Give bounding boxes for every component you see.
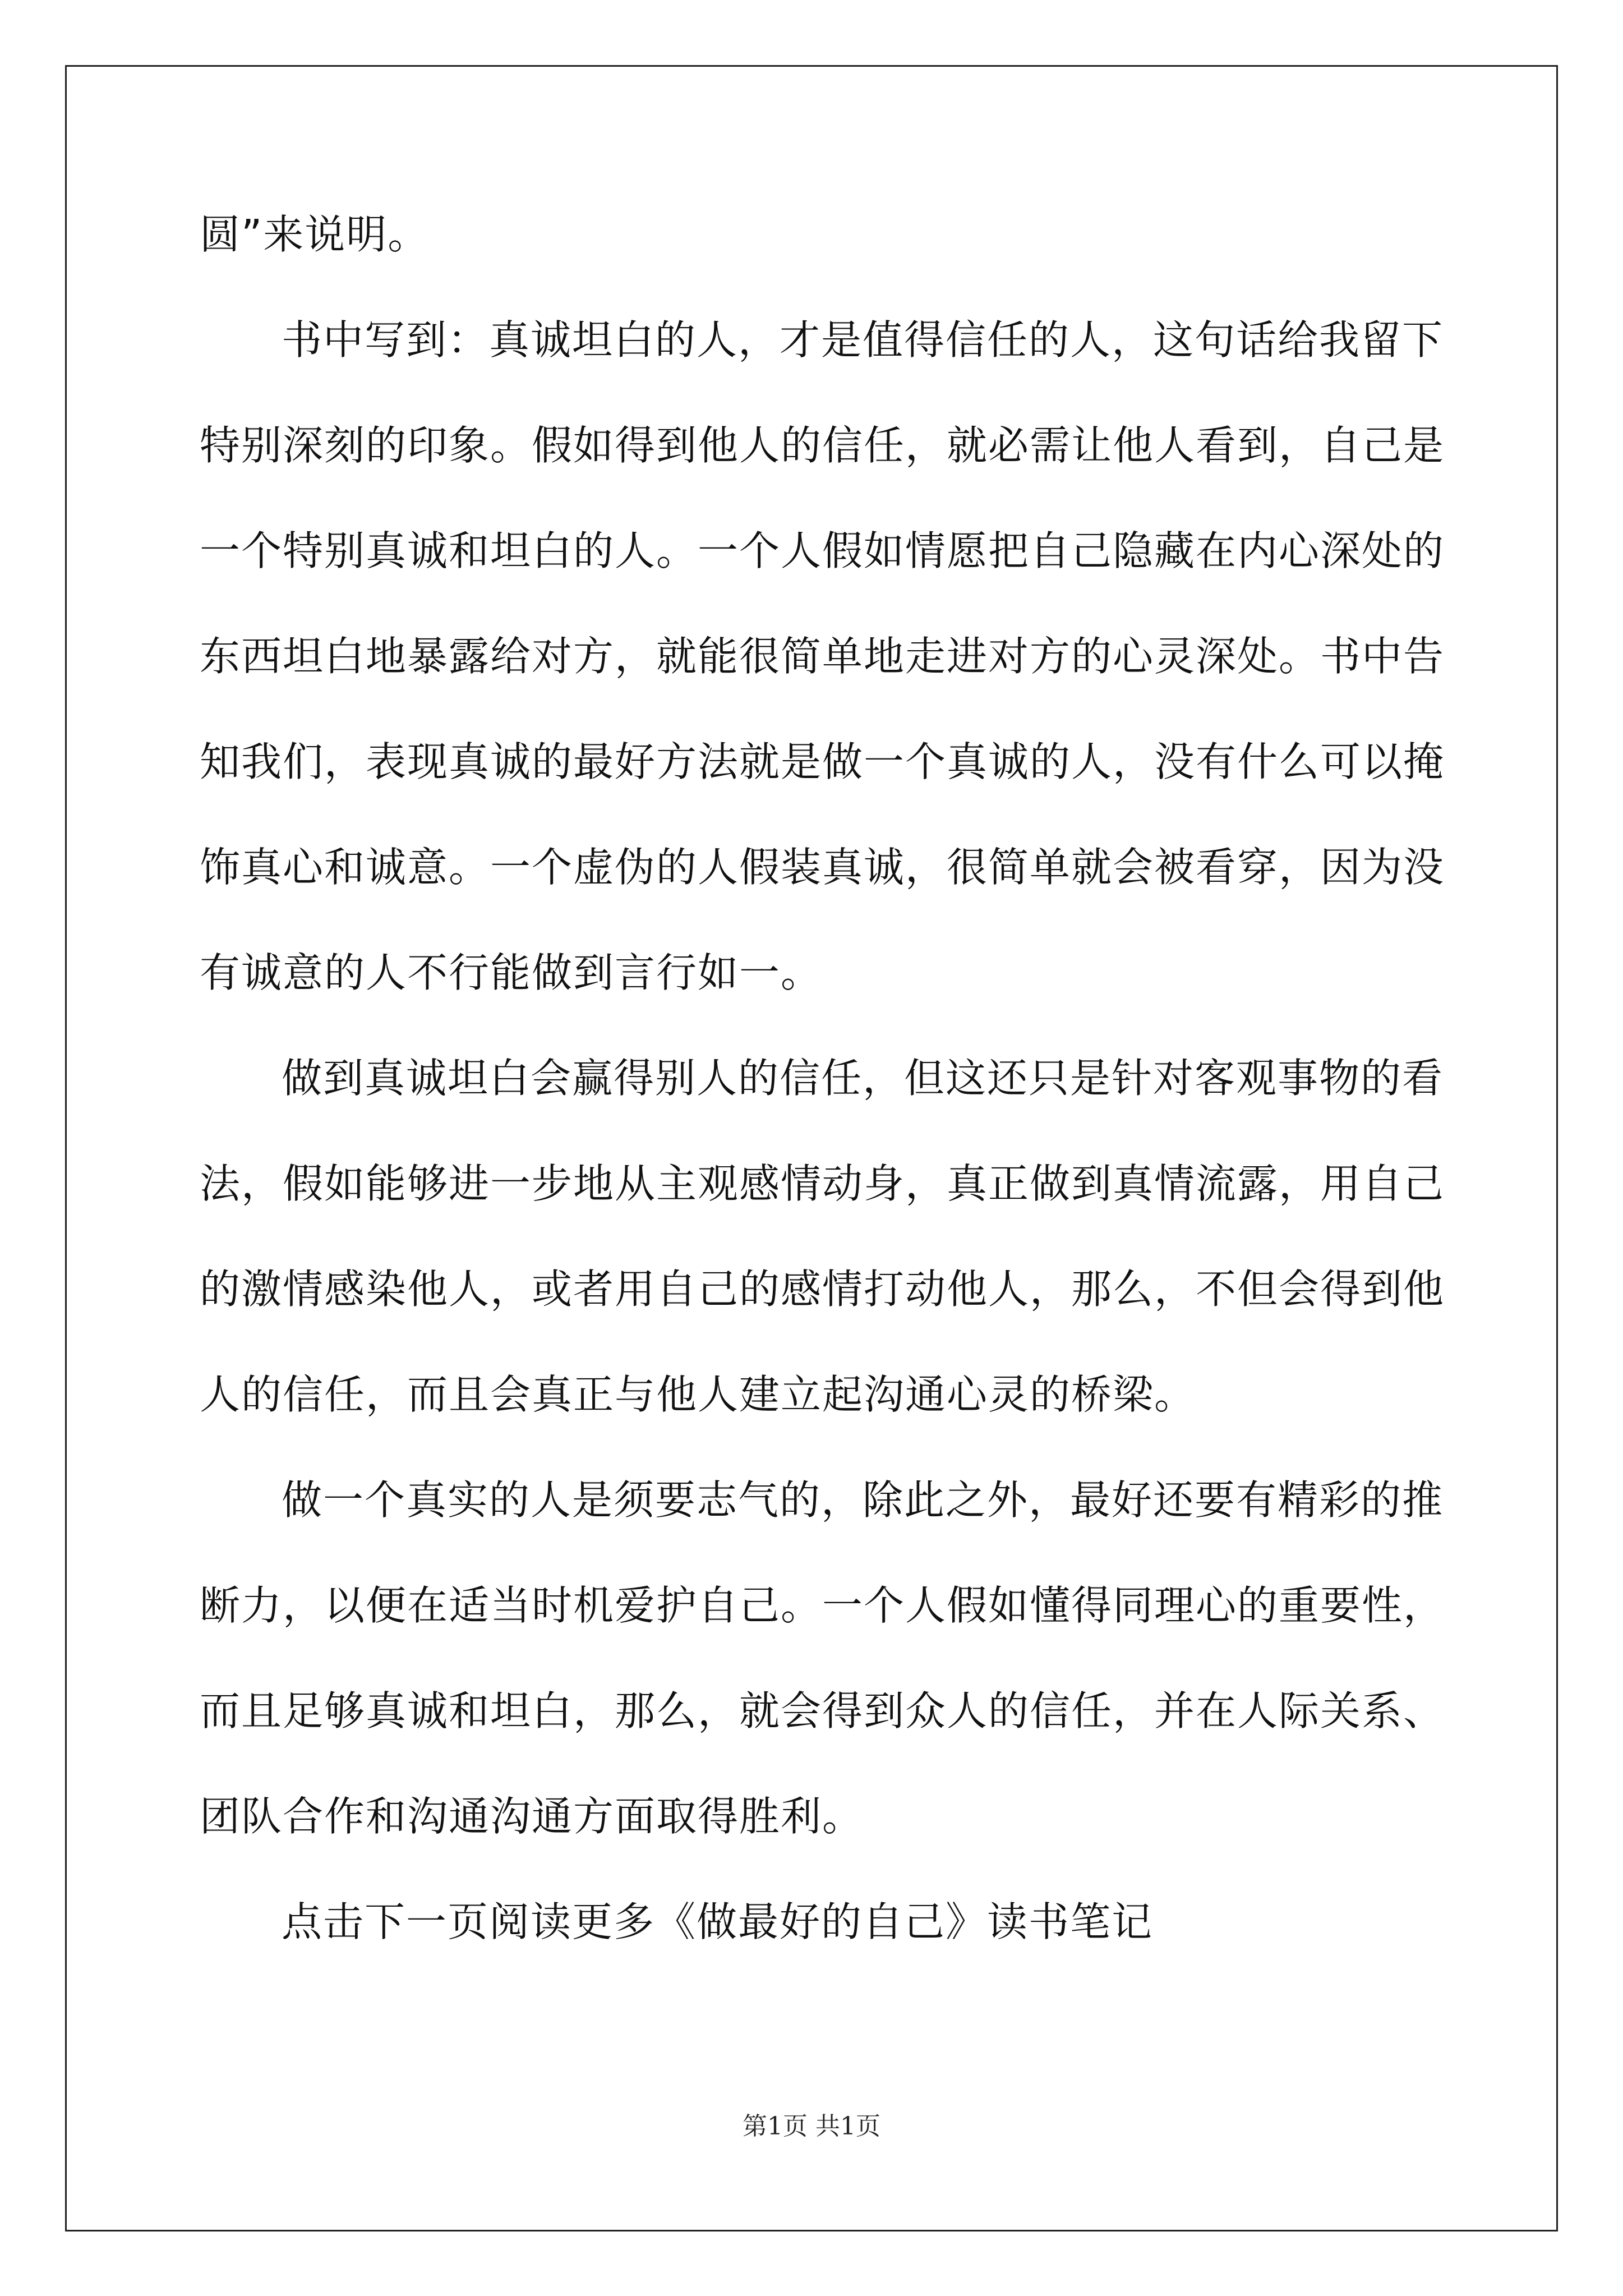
text-line: 团队合作和沟通沟通方面取得胜利。: [200, 1793, 864, 1840]
text-line: 断力，以便在适当时机爱护自己。一个人假如懂得同理心的重要性，: [200, 1582, 1445, 1629]
text-line: 一个特别真诚和坦白的人。一个人假如情愿把自己隐藏在内心深处的: [200, 527, 1445, 574]
text-line: 特别深刻的印象。假如得到他人的信任，就必需让他人看到，自己是: [200, 422, 1445, 469]
next-page-link[interactable]: 点击下一页阅读更多《做最好的自己》读书笔记: [282, 1898, 1154, 1945]
page-footer: 第1页 共1页: [743, 2112, 880, 2141]
text-line: 而且足够真诚和坦白，那么，就会得到众人的信任，并在人际关系、: [200, 1687, 1445, 1734]
text-line: 知我们，表现真诚的最好方法就是做一个真诚的人，没有什么可以掩: [200, 738, 1445, 785]
text-line: 的激情感染他人，或者用自己的感情打动他人，那么，不但会得到他: [200, 1266, 1445, 1313]
text-line: 东西坦白地暴露给对方，就能很简单地走进对方的心灵深处。书中告: [200, 633, 1445, 680]
text-line: 有诚意的人不行能做到言行如一。: [200, 949, 823, 996]
text-line: 饰真心和诚意。一个虚伪的人假装真诚，很简单就会被看穿，因为没: [200, 844, 1445, 891]
text-line: 圆”来说明。: [200, 211, 430, 258]
text-line: 人的信任，而且会真正与他人建立起沟通心灵的桥梁。: [200, 1371, 1196, 1418]
text-line: 做到真诚坦白会赢得别人的信任，但这还只是针对客观事物的看: [282, 1055, 1444, 1102]
text-line: 做一个真实的人是须要志气的，除此之外，最好还要有精彩的推: [282, 1476, 1444, 1524]
text-line: 法，假如能够进一步地从主观感情动身，真正做到真情流露，用自己: [200, 1160, 1445, 1207]
text-line: 书中写到：真诚坦白的人，才是值得信任的人，这句话给我留下: [282, 316, 1444, 364]
